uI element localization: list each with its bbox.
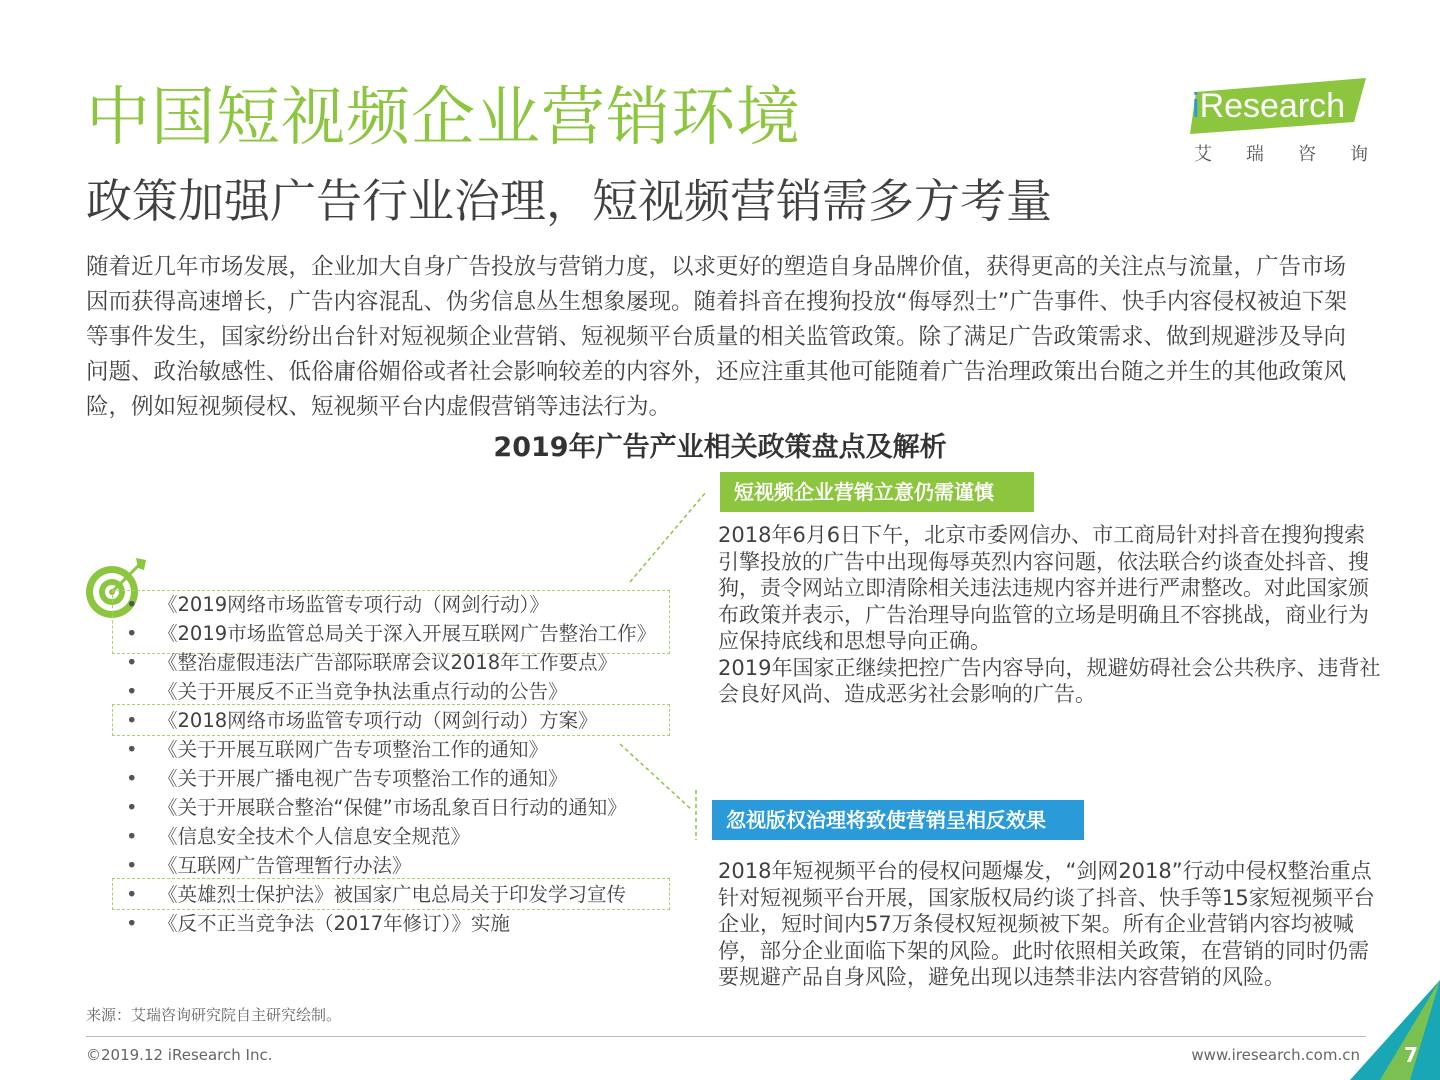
source-note: 来源：艾瑞咨询研究院自主研究绘制。 [86, 1006, 342, 1024]
section1-tag: 短视频企业营销立意仍需谨慎 [720, 472, 1034, 512]
policy-item: • 《关于开展反不正当竞争执法重点行动的公告》 [120, 677, 680, 706]
policy-item: • 《整治虚假违法广告部际联席会议2018年工作要点》 [120, 648, 680, 677]
chart-title: 2019年广告产业相关政策盘点及解析 [493, 432, 947, 463]
section1-text1: 2018年6月6日下午，北京市委网信办、市工商局针对抖音在搜狗搜索引擎投放的广告中出现侮辱英烈内容问题，依法联合约谈查处抖音、搜狗，责令网站立即清除相关违法违规内容并进行严肃整改。对此国家颁布政策并表示，广告治理导向监管的立场是明确且不容挑战，商业行为应保持底线和思想导向正确。 [718, 523, 1369, 653]
section2-tag: 忽视版权治理将致使营销呈相反效果 [712, 800, 1084, 840]
footer-website: www.iresearch.com.cn [1191, 1046, 1360, 1064]
corner-decoration [1350, 980, 1440, 1080]
logo-word-text: Research [1199, 87, 1346, 125]
logo-char: 咨 [1298, 144, 1316, 165]
logo-wordmark [1192, 82, 1345, 130]
policy-item: • 《互联网广告管理暂行办法》 [120, 851, 680, 880]
policy-item: • 《关于开展互联网广告专项整治工作的通知》 [120, 735, 680, 764]
section1-text2: 2019年国家正继续把控广告内容导向，规避妨碍社会公共秩序、违背社会良好风尚、造成恶劣社会影响的广告。 [718, 655, 1381, 706]
policy-item: • 《信息安全技术个人信息安全规范》 [120, 822, 680, 851]
iresearch-logo [1188, 78, 1368, 168]
policy-list [120, 590, 680, 938]
policy-item: • 《英雄烈士保护法》被国家广电总局关于印发学习宣传 [120, 880, 680, 909]
section1-body [718, 522, 1382, 708]
logo-char: 艾 [1194, 144, 1212, 165]
logo-char: 瑞 [1246, 144, 1264, 165]
footer-copyright: ©2019.12 iResearch Inc. [86, 1046, 273, 1064]
policy-item: • 《2018网络市场监管专项行动（网剑行动）方案》 [120, 706, 680, 735]
page-number: 7 [1404, 1043, 1418, 1067]
footer-divider [86, 1036, 1366, 1037]
logo-chinese-name [1194, 140, 1368, 166]
policy-item: • 《反不正当竞争法（2017年修订）》实施 [120, 909, 680, 938]
logo-char: 询 [1350, 144, 1368, 165]
intro-paragraph: 随着近几年市场发展，企业加大自身广告投放与营销力度，以求更好的塑造自身品牌价值，获得更高的关注点与流量，广告市场因而获得高速增长，广告内容混乱、伪劣信息丛生想象屡现。随着抖音在搜狗投放“侮辱烈士”广告事件、快手内容侵权被迫下架等事件发生，国家纷纷出台针对短视频企业营销、短视频平台质量的相关监管政策。除了满足广告政策需求、做到规避涉及导向问题、政治敏感性、低俗庸俗媚俗或者社会影响较差的内容外，还应注重其他可能随着广告治理政策出台随之并生的其他政策风险，例如短视频侵权、短视频平台内虚假营销等违法行为。 [86, 254, 1347, 420]
logo-letter-i: i [1192, 87, 1200, 125]
policy-item: • 《2019市场监管总局关于深入开展互联网广告整治工作》 [120, 619, 680, 648]
policy-item: • 《关于开展广播电视广告专项整治工作的通知》 [120, 764, 680, 793]
section2-text: 2018年短视频平台的侵权问题爆发，“剑网2018”行动中侵权整治重点针对短视频平台开展，国家版权局约谈了抖音、快手等15家短视频平台企业，短时间内57万条侵权短视频被下架。所有企业营销内容均被喊停，部分企业面临下架的风险。此时依照相关政策，在营销的同时仍需要规避产品自身风险，避免出现以违禁非法内容营销的风险。 [718, 859, 1375, 989]
page-title: 中国短视频企业营销环境 [86, 81, 801, 155]
policy-item: • 《2019网络市场监管专项行动（网剑行动）》 [120, 590, 680, 619]
page-subtitle: 政策加强广告行业治理，短视频营销需多方考量 [86, 174, 1052, 228]
policy-item: • 《关于开展联合整治“保健”市场乱象百日行动的通知》 [120, 793, 680, 822]
